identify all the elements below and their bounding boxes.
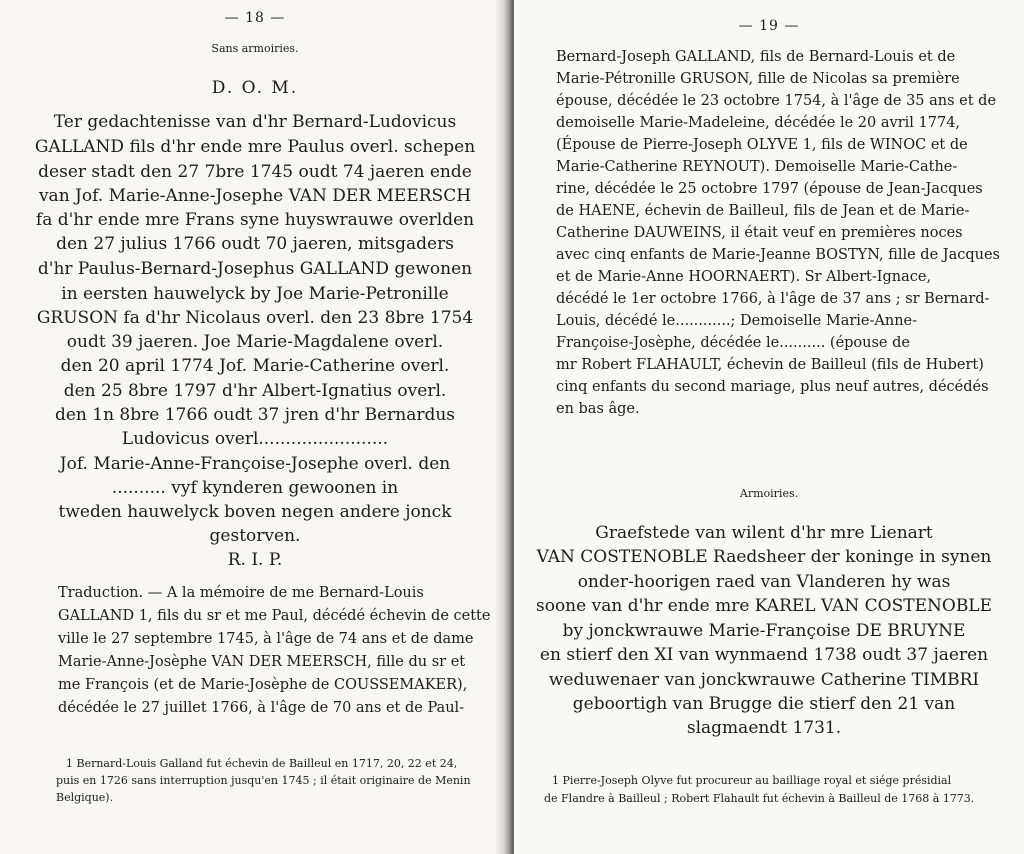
inscription-line: deser stadt den 27 7bre 1745 oudt 74 jaeren ende [38, 162, 472, 182]
inscription-line: en stierf den XI van wynmaend 1738 oudt 37 jaeren [539, 645, 989, 665]
inscription-line: fa d'hr ende mre Frans syne huyswrauwe overlden [35, 210, 475, 230]
inscription-line: Graefstede van wilent d'hr mre Lienart [595, 523, 933, 543]
footnote-line: 1 Pierre-Joseph Olyve fut procureur au bailliage royal et siége présidial [552, 774, 952, 787]
inscription-line: den 27 julius 1766 oudt 70 jaeren, mitsgaders [56, 234, 454, 254]
text-line: décédé le 1er octobre 1766, à l'âge de 37 ans ; sr Bernard- [556, 291, 990, 307]
translation-line: me François (et de Marie-Josèphe de COUSSEMAKER), [58, 677, 468, 693]
inscription-line: geboortigh van Brugge die stierf den 21 van [572, 694, 956, 714]
inscription-line: d'hr Paulus-Bernard-Josephus GALLAND gewonen [37, 259, 473, 279]
rip-line: R. I. P. [227, 550, 283, 570]
text-line: Françoise-Josèphe, décédée le.......... (épouse de [556, 335, 910, 351]
right-page [514, 0, 1024, 854]
text-line: Marie-Catherine REYNOUT). Demoiselle Marie-Cathe- [556, 159, 958, 175]
inscription-line: gestorven. [209, 526, 301, 546]
page-number: — 19 — [738, 18, 800, 34]
text-line: de HAENE, échevin de Bailleul, fils de Jean et de Marie- [556, 203, 970, 219]
text-line: épouse, décédée le 23 octobre 1754, à l'âge de 35 ans et de [556, 93, 997, 109]
text-line: Catherine DAUWEINS, il était veuf en premières noces [556, 225, 963, 241]
inscription-line: den 25 8bre 1797 d'hr Albert-Ignatius overl. [63, 381, 447, 401]
translation-line: ville le 27 septembre 1745, à l'âge de 74 ans et de dame [58, 631, 474, 647]
translation-line: GALLAND 1, fils du sr et me Paul, décédé échevin de cette [58, 608, 491, 624]
left-page [0, 0, 510, 854]
footnote-line: de Flandre à Bailleul ; Robert Flahault fut échevin à Bailleul de 1768 à 1773. [544, 792, 975, 805]
inscription-line: van Jof. Marie-Anne-Josephe VAN DER MEERSCH [38, 186, 472, 206]
text-line: cinq enfants du second mariage, plus neuf autres, décédés [556, 379, 989, 395]
section-heading: Sans armoiries. [211, 42, 299, 55]
text-line: avec cinq enfants de Marie-Jeanne BOSTYN, fille de Jacques [556, 247, 1000, 263]
inscription-line: Ter gedachtenisse van d'hr Bernard-Ludovicus [53, 112, 457, 132]
translation-line: Marie-Anne-Josèphe VAN DER MEERSCH, fille du sr et [58, 654, 466, 670]
text-line: mr Robert FLAHAULT, échevin de Bailleul (fils de Hubert) [556, 357, 984, 373]
footnote-line: Belgique). [56, 791, 114, 804]
footnote-line: puis en 1726 sans interruption jusqu'en 1745 ; il était originaire de Menin [56, 774, 471, 787]
inscription-line: Jof. Marie-Anne-Françoise-Josephe overl. den [59, 454, 451, 474]
inscription-line: weduwenaer van jonckwrauwe Catherine TIMBRI [548, 670, 980, 690]
inscription-line: den 20 april 1774 Jof. Marie-Catherine overl. [60, 356, 450, 376]
dom-heading: D. O. M. [211, 78, 299, 98]
inscription-line: VAN COSTENOBLE Raedsheer der koninge in synen [536, 547, 992, 567]
text-line: (Épouse de Pierre-Joseph OLYVE 1, fils de WINOC et de [556, 137, 968, 153]
text-line: et de Marie-Anne HOORNAERT). Sr Albert-Ignace, [556, 269, 932, 285]
text-line: Bernard-Joseph GALLAND, fils de Bernard-Louis et de [556, 49, 956, 65]
inscription-line: oudt 39 jaeren. Joe Marie-Magdalene overl. [66, 332, 444, 352]
text-line: rine, décédée le 25 octobre 1797 (épouse de Jean-Jacques [556, 181, 983, 197]
inscription-line: .......... vyf kynderen gewoonen in [111, 478, 399, 498]
section-heading: Armoiries. [739, 487, 799, 500]
translation-line: décédée le 27 juillet 1766, à l'âge de 70 ans et de Paul- [58, 700, 465, 716]
inscription-line: GRUSON fa d'hr Nicolaus overl. den 23 8bre 1754 [36, 308, 474, 328]
footnote-line: 1 Bernard-Louis Galland fut échevin de Bailleul en 1717, 20, 22 et 24, [66, 757, 458, 770]
text-line: Louis, décédé le............; Demoiselle Marie-Anne- [556, 313, 918, 329]
inscription-line: soone van d'hr ende mre KAREL VAN COSTENOBLE [535, 596, 993, 616]
inscription-line: Ludovicus overl........................ [121, 429, 389, 449]
text-line: en bas âge. [556, 401, 640, 417]
inscription-line: in eersten hauwelyck by Joe Marie-Petronille [61, 284, 449, 304]
inscription-line: slagmaendt 1731. [686, 718, 842, 738]
text-line: demoiselle Marie-Madeleine, décédée le 20 avril 1774, [556, 115, 961, 131]
inscription-line: den 1n 8bre 1766 oudt 37 jren d'hr Bernardus [54, 405, 456, 425]
inscription-line: by jonckwrauwe Marie-Françoise DE BRUYNE [562, 621, 966, 641]
inscription-line: tweden hauwelyck boven negen andere jonck [58, 502, 452, 522]
inscription-line: GALLAND fils d'hr ende mre Paulus overl. schepen [34, 137, 476, 157]
page-number: — 18 — [224, 10, 286, 26]
translation-line: Traduction. — A la mémoire de me Bernard-Louis [58, 585, 424, 601]
text-line: Marie-Pétronille GRUSON, fille de Nicolas sa première [556, 71, 960, 87]
inscription-line: onder-hoorigen raed van Vlanderen hy was [577, 572, 951, 592]
